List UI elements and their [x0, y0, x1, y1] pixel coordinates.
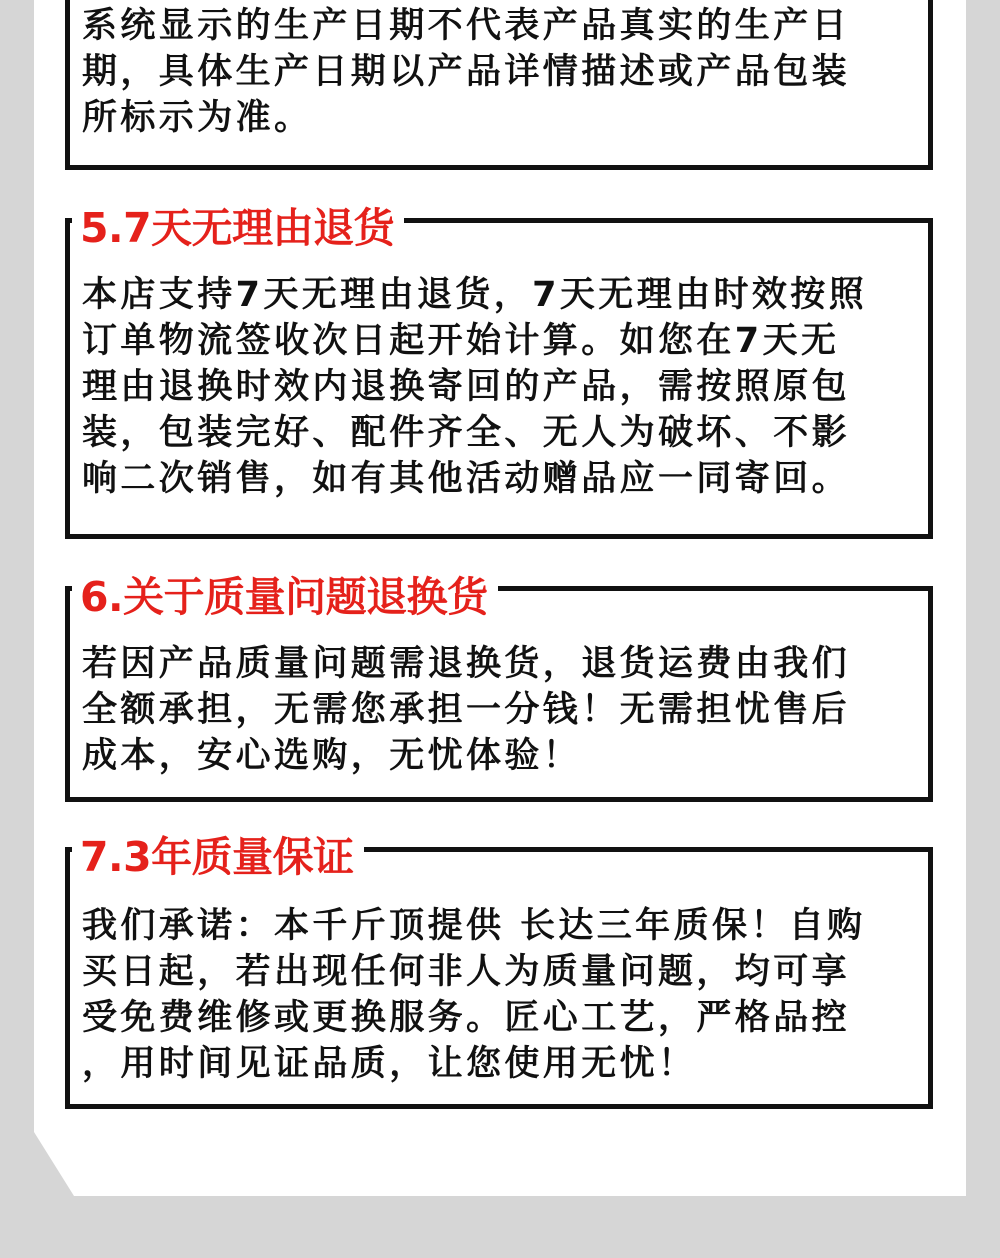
body-line: 本店支持7天无理由退货，7天无理由时效按照 — [82, 275, 868, 315]
body-line: 成本，安心选购，无忧体验！ — [82, 736, 582, 776]
section-title-7day-return: 5.7天无理由退货 — [72, 203, 404, 253]
body-line: 装，包装完好、配件齐全、无人为破坏、不影 — [82, 413, 851, 453]
body-line: 期，具体生产日期以产品详情描述或产品包装 — [82, 52, 851, 92]
body-line: ，用时间见证品质，让您使用无忧！ — [82, 1044, 697, 1084]
body-line: 我们承诺：本千斤顶提供 长达三年质保！自购 — [82, 906, 866, 946]
section-body — [82, 641, 914, 779]
body-line: 受免费维修或更换服务。匠心工艺，严格品控 — [82, 998, 851, 1038]
body-line: 响二次销售，如有其他活动赠品应一同寄回。 — [82, 459, 851, 499]
body-line: 若因产品质量问题需退换货，退货运费由我们 — [82, 644, 851, 684]
body-line: 买日起，若出现任何非人为质量问题，均可享 — [82, 952, 851, 992]
section-production-date — [65, 0, 933, 170]
section-body — [82, 3, 914, 141]
section-body — [82, 903, 914, 1087]
section-title-quality-exchange: 6.关于质量问题退换货 — [72, 572, 498, 622]
body-line: 理由退换时效内退换寄回的产品，需按照原包 — [82, 367, 851, 407]
body-line: 全额承担，无需您承担一分钱！无需担忧售后 — [82, 690, 851, 730]
body-line: 系统显示的生产日期不代表产品真实的生产日 — [82, 6, 851, 46]
section-7day-return — [65, 218, 933, 539]
section-title-3year-warranty: 7.3年质量保证 — [72, 832, 364, 882]
body-line: 所标示为准。 — [82, 98, 313, 138]
body-line: 订单物流签收次日起开始计算。如您在7天无 — [82, 321, 840, 361]
section-body — [82, 272, 914, 502]
section-3year-warranty — [65, 847, 933, 1109]
